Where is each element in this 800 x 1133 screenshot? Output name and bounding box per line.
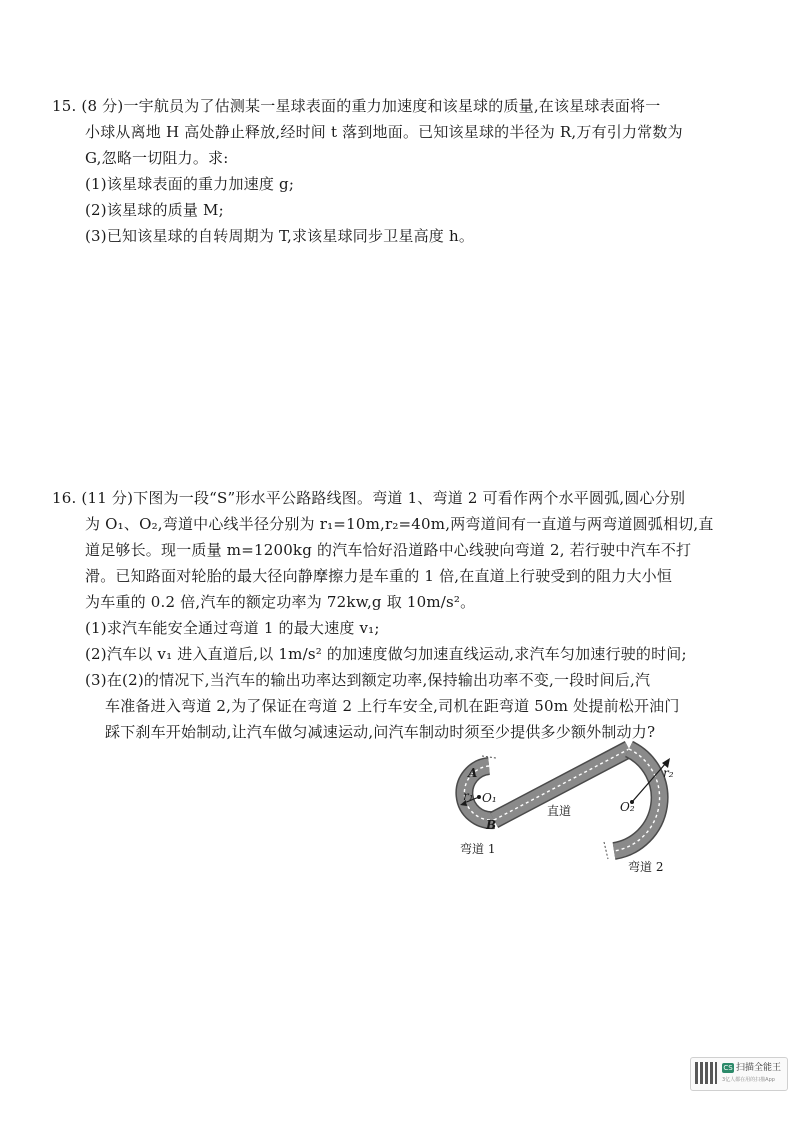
label-curve-2: 弯道 2 [628, 860, 664, 874]
label-point-b: B [486, 818, 497, 832]
q16-line-1: 16. (11 分)下图为一段“S”形水平公路路线图。弯道 1、弯道 2 可看作两个水平圆弧,圆心分别 [52, 489, 686, 507]
q15-line-3: G,忽略一切阻力。求: [85, 149, 229, 167]
q16-line-3: 道足够长。现一质量 m=1200kg 的汽车恰好沿道路中心线驶向弯道 2, 若行驶中汽车不打 [85, 541, 692, 559]
label-r2: r₂ [663, 766, 674, 780]
q16-line-7: (2)汽车以 v₁ 进入直道后,以 1m/s² 的加速度做匀加速直线运动,求汽车匀加速行驶的时间; [85, 645, 687, 663]
s-road-diagram [436, 730, 716, 880]
q16-line-5: 为车重的 0.2 倍,汽车的额定功率为 72kw,g 取 10m/s²。 [85, 593, 476, 611]
q15-line-4: (1)该星球表面的重力加速度 g; [85, 175, 295, 193]
app-tagline: 3亿人都在用的扫描App [722, 1077, 775, 1083]
q15-line-1: 15. (8 分)一宇航员为了估测某一星球表面的重力加速度和该星球的质量,在该星球表面将一 [52, 97, 661, 115]
label-curve-1: 弯道 1 [460, 842, 496, 856]
q16-line-10: 踩下刹车开始制动,让汽车做匀减速运动,问汽车制动时须至少提供多少额外制动力? [105, 723, 656, 741]
q16-line-9: 车准备进入弯道 2,为了保证在弯道 2 上行车安全,司机在距弯道 50m 处提前松开油门 [105, 697, 680, 715]
q15-line-5: (2)该星球的质量 M; [85, 201, 224, 219]
app-name: 扫描全能王 [736, 1063, 782, 1073]
label-r1: r₁ [463, 789, 474, 803]
q16-line-4: 滑。已知路面对轮胎的最大径向静摩擦力是车重的 1 倍,在直道上行驶受到的阻力大小恒 [85, 567, 673, 585]
scanner-watermark [690, 1057, 788, 1091]
label-o2: O₂ [620, 800, 635, 814]
q16-line-6: (1)求汽车能安全通过弯道 1 的最大速度 v₁; [85, 619, 380, 637]
curve-2-end-mark [604, 842, 608, 859]
q16-line-8: (3)在(2)的情况下,当汽车的输出功率达到额定功率,保持输出功率不变,一段时间后,汽 [85, 671, 651, 689]
q15-line-6: (3)已知该星球的自转周期为 T,求该星球同步卫星高度 h。 [85, 227, 475, 245]
q16-line-2: 为 O₁、O₂,弯道中心线半径分别为 r₁=10m,r₂=40m,两弯道间有一直道与两弯道圆弧相切,直 [85, 515, 714, 533]
label-o1: O₁ [482, 791, 497, 805]
q15-line-2: 小球从离地 H 高处静止释放,经时间 t 落到地面。已知该星球的半径为 R,万有引力常数为 [85, 123, 683, 141]
qr-code-icon [695, 1062, 717, 1084]
label-point-a: A [468, 766, 478, 780]
label-straight: 直道 [547, 804, 572, 818]
app-badge: CS [723, 1064, 733, 1072]
